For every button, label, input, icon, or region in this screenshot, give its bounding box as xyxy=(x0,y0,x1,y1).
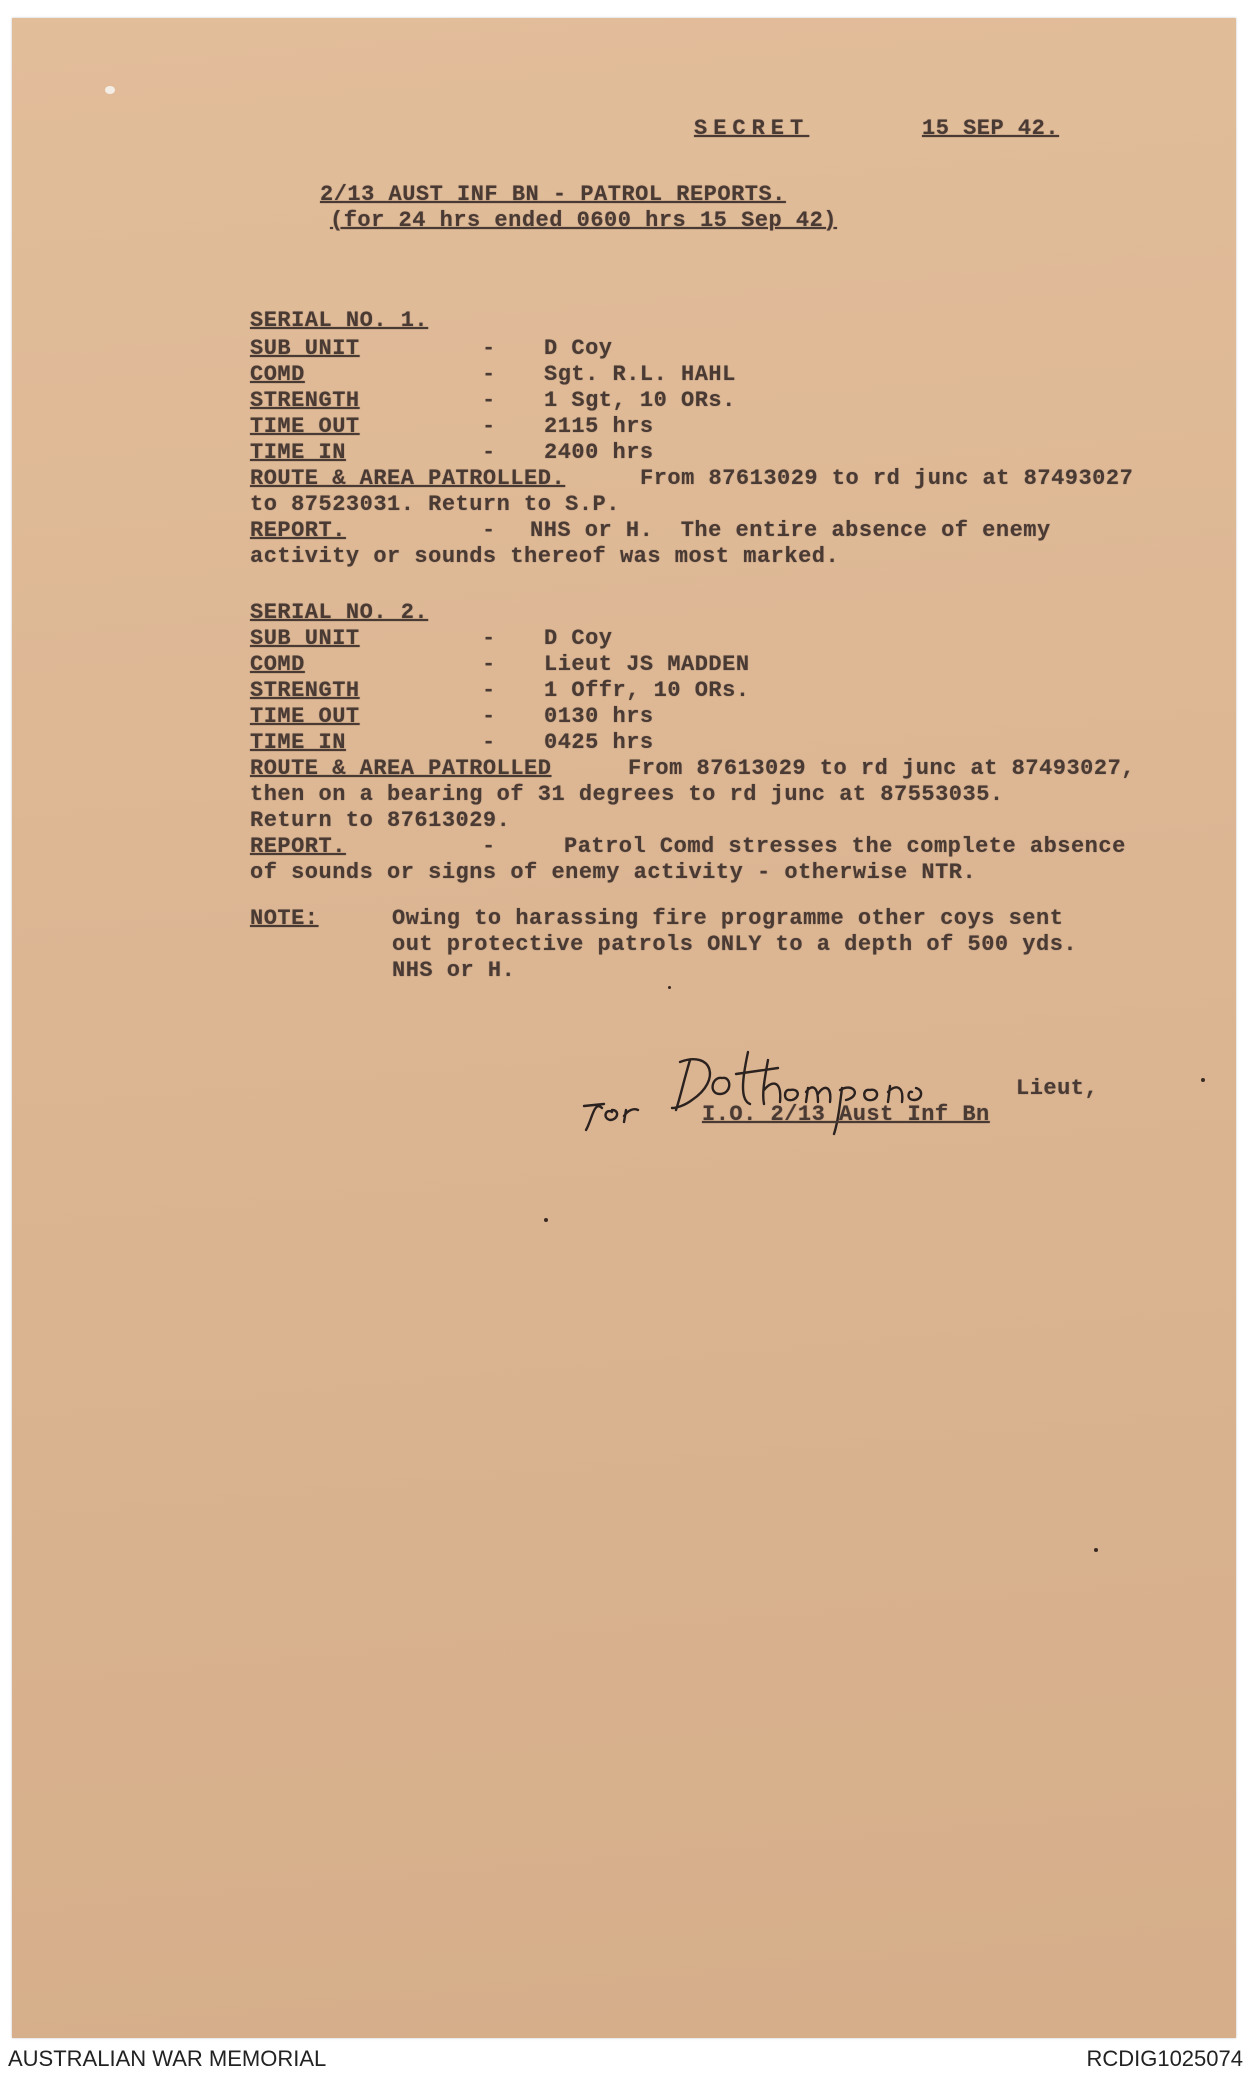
serial-heading: SERIAL NO. 1. xyxy=(250,308,429,333)
report-title: 2/13 AUST INF BN - PATROL REPORTS. xyxy=(320,182,786,207)
separator-dash: - xyxy=(482,336,496,361)
footer-archive-name: AUSTRALIAN WAR MEMORIAL xyxy=(8,2046,327,2071)
serial-heading: SERIAL NO. 2. xyxy=(250,600,429,625)
field-value: 0130 hrs xyxy=(544,704,654,729)
field-value: D Coy xyxy=(544,626,613,651)
report-text: NHS or H. The entire absence of enemy xyxy=(530,518,1051,543)
separator-dash: - xyxy=(482,414,496,439)
route-label: ROUTE & AREA PATROLLED. xyxy=(250,466,566,491)
field-value: 0425 hrs xyxy=(544,730,654,755)
classification-mark: SECRET xyxy=(694,116,810,141)
field-label: TIME IN xyxy=(250,730,346,755)
field-label: SUB UNIT xyxy=(250,336,360,361)
field-value: 1 Sgt, 10 ORs. xyxy=(544,388,736,413)
note-text: Owing to harassing fire programme other coys sent xyxy=(392,906,1064,931)
field-value: 2400 hrs xyxy=(544,440,654,465)
field-value: D Coy xyxy=(544,336,613,361)
separator-dash: - xyxy=(482,704,496,729)
paper-speck xyxy=(544,1218,548,1222)
separator-dash: - xyxy=(482,730,496,755)
report-text: Patrol Comd stresses the complete absence xyxy=(564,834,1126,859)
signatory-title: I.O. 2/13 Aust Inf Bn xyxy=(702,1102,990,1127)
field-label: COMD xyxy=(250,362,305,387)
report-text: of sounds or signs of enemy activity - otherwise NTR. xyxy=(250,860,977,885)
field-label: TIME IN xyxy=(250,440,346,465)
route-text: Return to 87613029. xyxy=(250,808,511,833)
separator-dash: - xyxy=(482,834,496,859)
report-subtitle: (for 24 hrs ended 0600 hrs 15 Sep 42) xyxy=(330,208,837,233)
separator-dash: - xyxy=(482,518,496,543)
separator-dash: - xyxy=(482,362,496,387)
route-text: From 87613029 to rd junc at 87493027 xyxy=(640,466,1134,491)
field-value: Sgt. R.L. HAHL xyxy=(544,362,736,387)
paper-speck xyxy=(1094,1548,1098,1552)
field-label: TIME OUT xyxy=(250,414,360,439)
route-text: to 87523031. Return to S.P. xyxy=(250,492,620,517)
field-label: COMD xyxy=(250,652,305,677)
route-text: then on a bearing of 31 degrees to rd junc at 87553035. xyxy=(250,782,1004,807)
paper-blemish xyxy=(105,86,115,94)
field-label: STRENGTH xyxy=(250,388,360,413)
separator-dash: - xyxy=(482,678,496,703)
paper-speck xyxy=(668,986,671,989)
report-label: REPORT. xyxy=(250,518,346,543)
paper-speck xyxy=(1201,1078,1205,1082)
signatory-rank: Lieut, xyxy=(1016,1076,1099,1101)
route-label: ROUTE & AREA PATROLLED xyxy=(250,756,552,781)
field-label: SUB UNIT xyxy=(250,626,360,651)
field-value: Lieut JS MADDEN xyxy=(544,652,750,677)
field-label: STRENGTH xyxy=(250,678,360,703)
note-text: NHS or H. xyxy=(392,958,516,983)
report-text: activity or sounds thereof was most marked. xyxy=(250,544,840,569)
field-value: 2115 hrs xyxy=(544,414,654,439)
document-page xyxy=(12,18,1236,2038)
field-value: 1 Offr, 10 ORs. xyxy=(544,678,750,703)
note-text: out protective patrols ONLY to a depth of 500 yds. xyxy=(392,932,1078,957)
field-label: TIME OUT xyxy=(250,704,360,729)
report-label: REPORT. xyxy=(250,834,346,859)
separator-dash: - xyxy=(482,388,496,413)
separator-dash: - xyxy=(482,652,496,677)
note-label: NOTE: xyxy=(250,906,319,931)
separator-dash: - xyxy=(482,626,496,651)
report-date: 15 SEP 42. xyxy=(922,116,1060,141)
footer-record-id: RCDIG1025074 xyxy=(1086,2046,1243,2071)
route-text: From 87613029 to rd junc at 87493027, xyxy=(628,756,1135,781)
separator-dash: - xyxy=(482,440,496,465)
